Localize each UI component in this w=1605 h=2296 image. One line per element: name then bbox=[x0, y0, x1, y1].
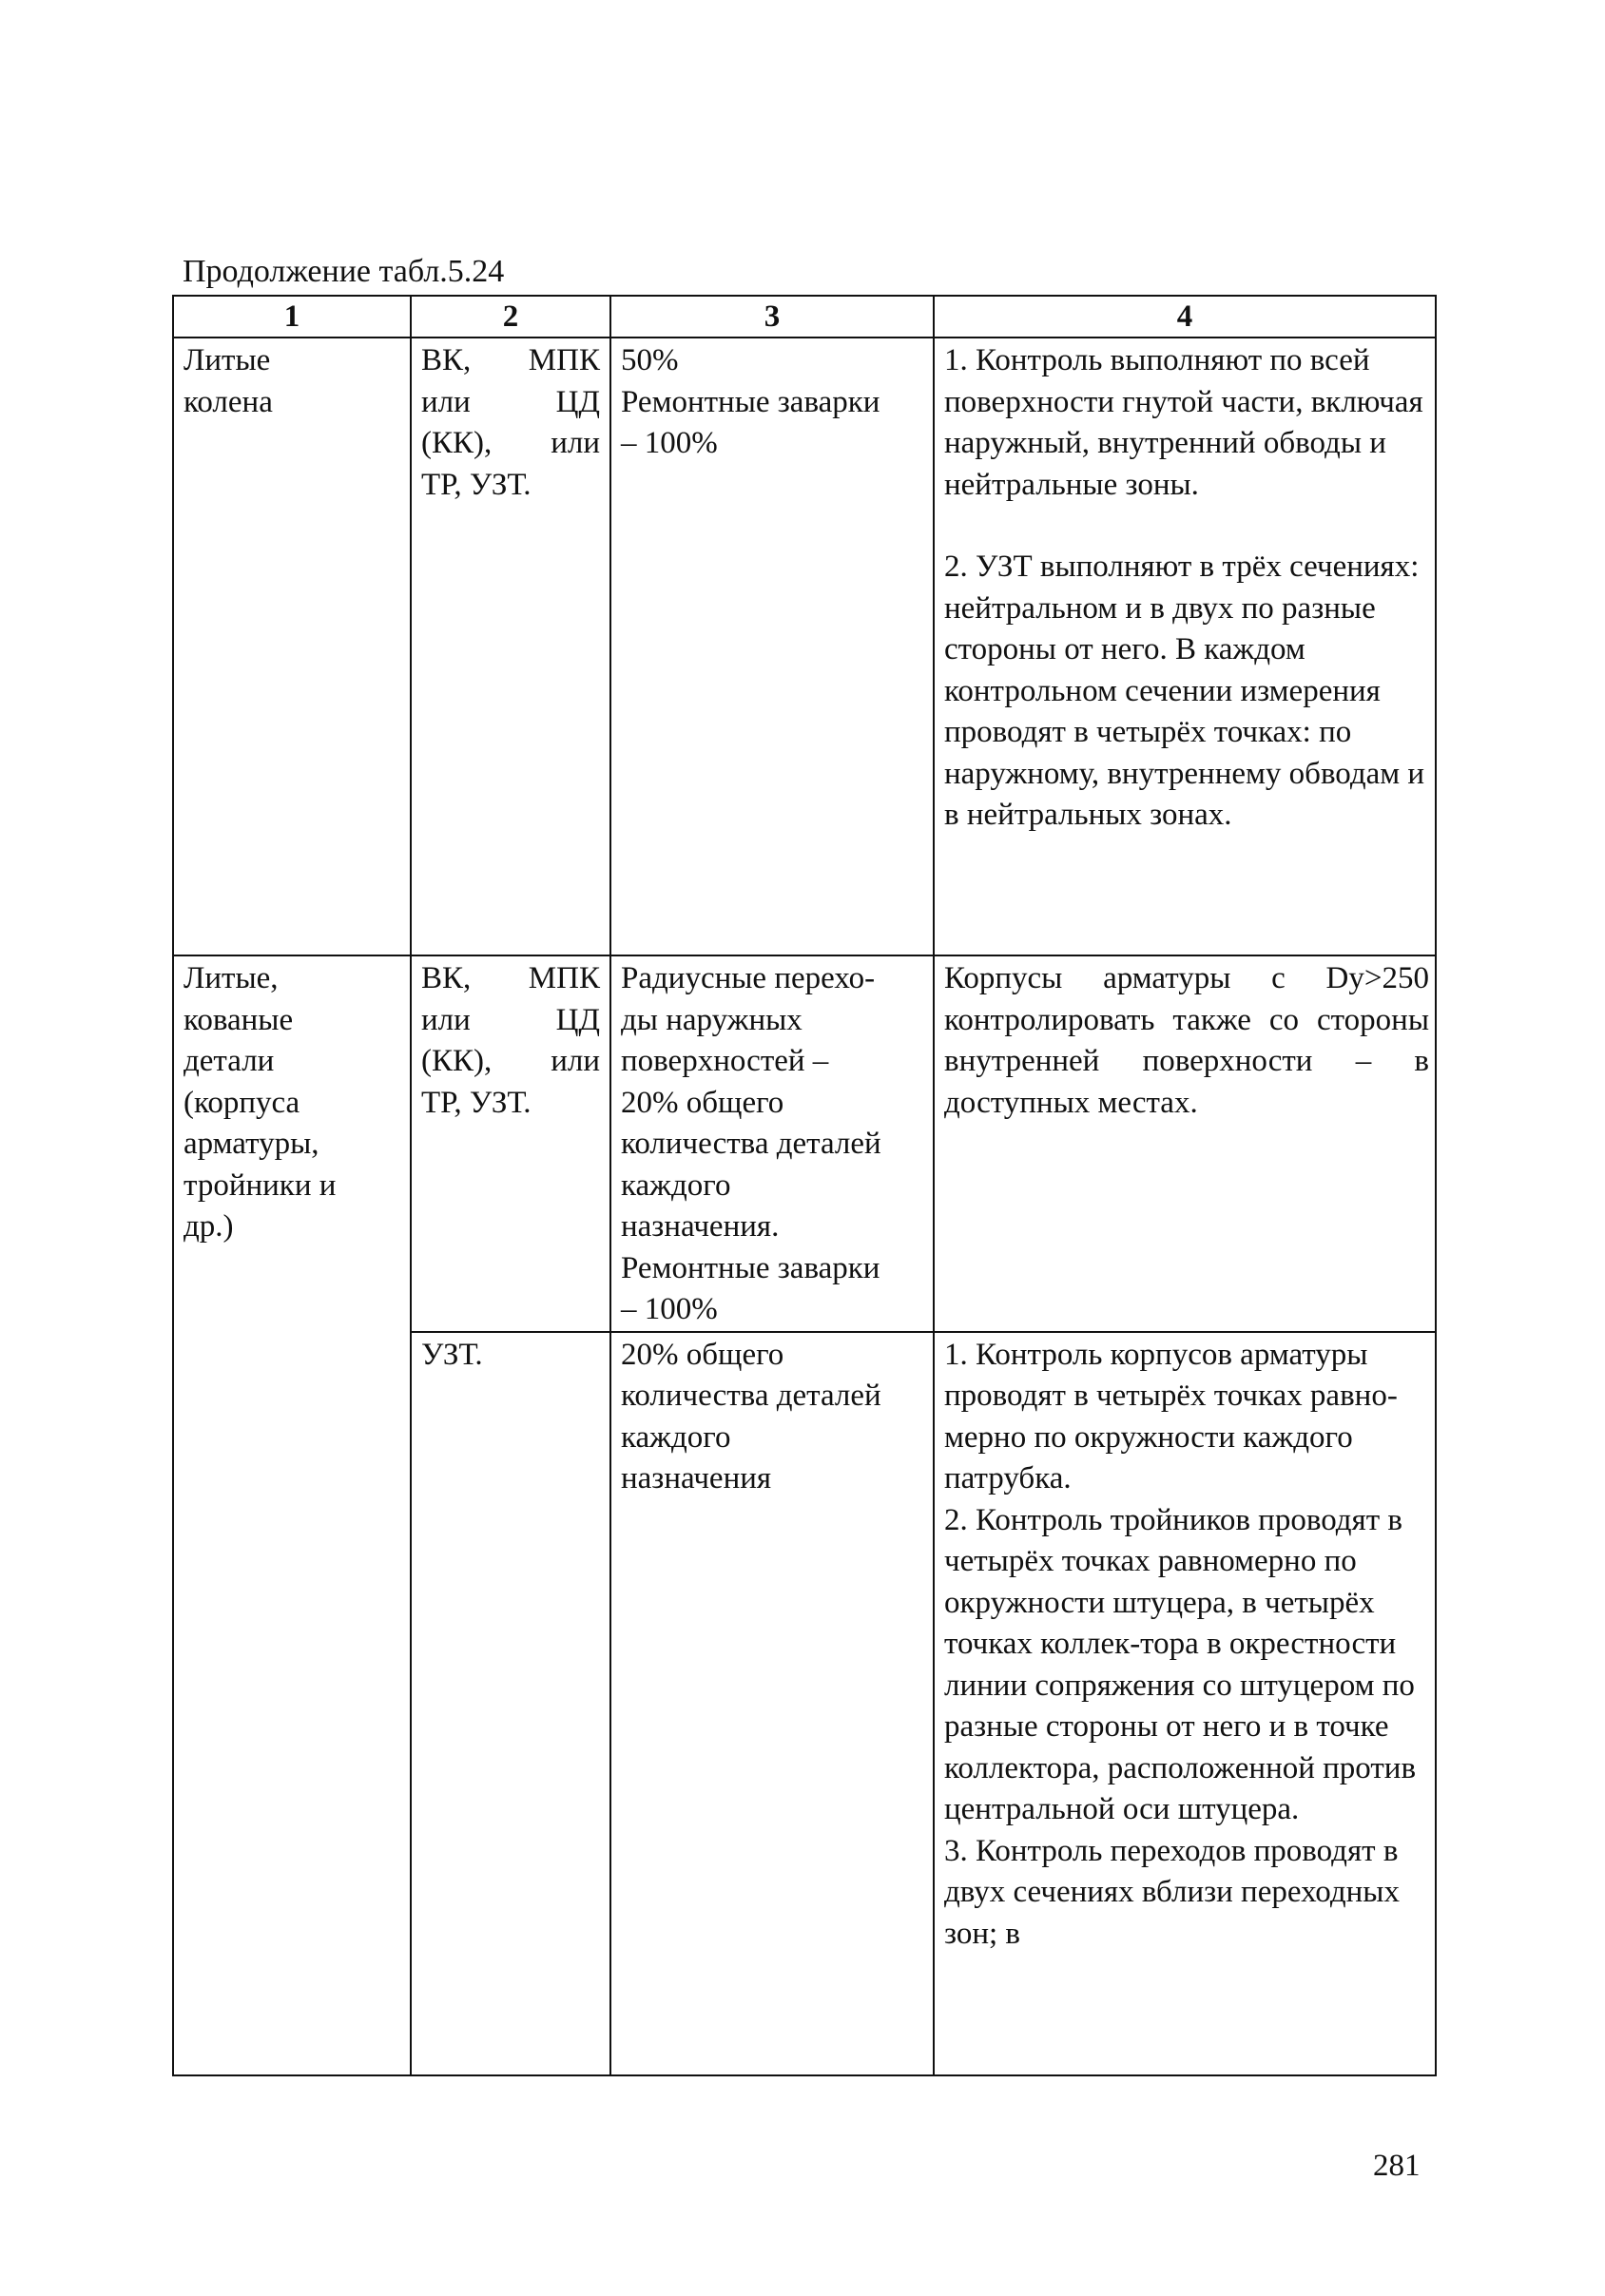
cell-part-name: Литые, кованые детали (корпуса арматуры, тройники и др.) bbox=[173, 955, 411, 2075]
header-col-1: 1 bbox=[173, 296, 411, 338]
page-number: 281 bbox=[1373, 2149, 1421, 2183]
cell-notes: Корпусы арматуры с Dy>250 контролировать также со стороны внутренней поверхности – в доступных местах. bbox=[934, 955, 1436, 1332]
header-col-4: 4 bbox=[934, 296, 1436, 338]
header-col-3: 3 bbox=[610, 296, 934, 338]
table-header-row bbox=[173, 296, 1436, 338]
cell-scope: 50% Ремонтные заварки – 100% bbox=[610, 338, 934, 955]
cell-notes: 1. Контроль корпусов арматуры проводят в четырёх точках равно-мерно по окружности каждого патрубка. 2. Контроль тройников проводят в четырёх точках равномерно по окружности штуцера, в четырёх точках коллек-тора в окрестности линии сопряжения со штуцером по разные стороны от него и в точке коллектора, расположенной против центральной оси штуцера. 3. Контроль переходов проводят в двух сечениях вблизи переходных зон; в bbox=[934, 1332, 1436, 2075]
inspection-table bbox=[172, 295, 1437, 2076]
cell-part-name: Литые колена bbox=[173, 338, 411, 955]
table-caption: Продолжение табл.5.24 bbox=[183, 254, 505, 289]
header-col-2: 2 bbox=[411, 296, 610, 338]
table-row bbox=[173, 955, 1436, 1332]
cell-scope: Радиусные перехо- ды наружных поверхностей – 20% общего количества деталей каждого назначения. Ремонтные заварки – 100% bbox=[610, 955, 934, 1332]
table-row bbox=[173, 338, 1436, 955]
cell-notes: 1. Контроль выполняют по всей поверхности гнутой части, включая наружный, внутренний обводы и нейтральные зоны. 2. УЗТ выполняют в трёх сечениях: нейтральном и в двух по разные стороны от него. В каждом контрольном сечении измерения проводят в четырёх точках: по наружному, внутреннему обводам и в нейтральных зонах. bbox=[934, 338, 1436, 955]
cell-method: ВК, МПК или ЦД (КК), или ТР, УЗТ. bbox=[411, 955, 610, 1332]
cell-method: УЗТ. bbox=[411, 1332, 610, 2075]
cell-method: ВК, МПК или ЦД (КК), или ТР, УЗТ. bbox=[411, 338, 610, 955]
cell-scope: 20% общего количества деталей каждого назначения bbox=[610, 1332, 934, 2075]
